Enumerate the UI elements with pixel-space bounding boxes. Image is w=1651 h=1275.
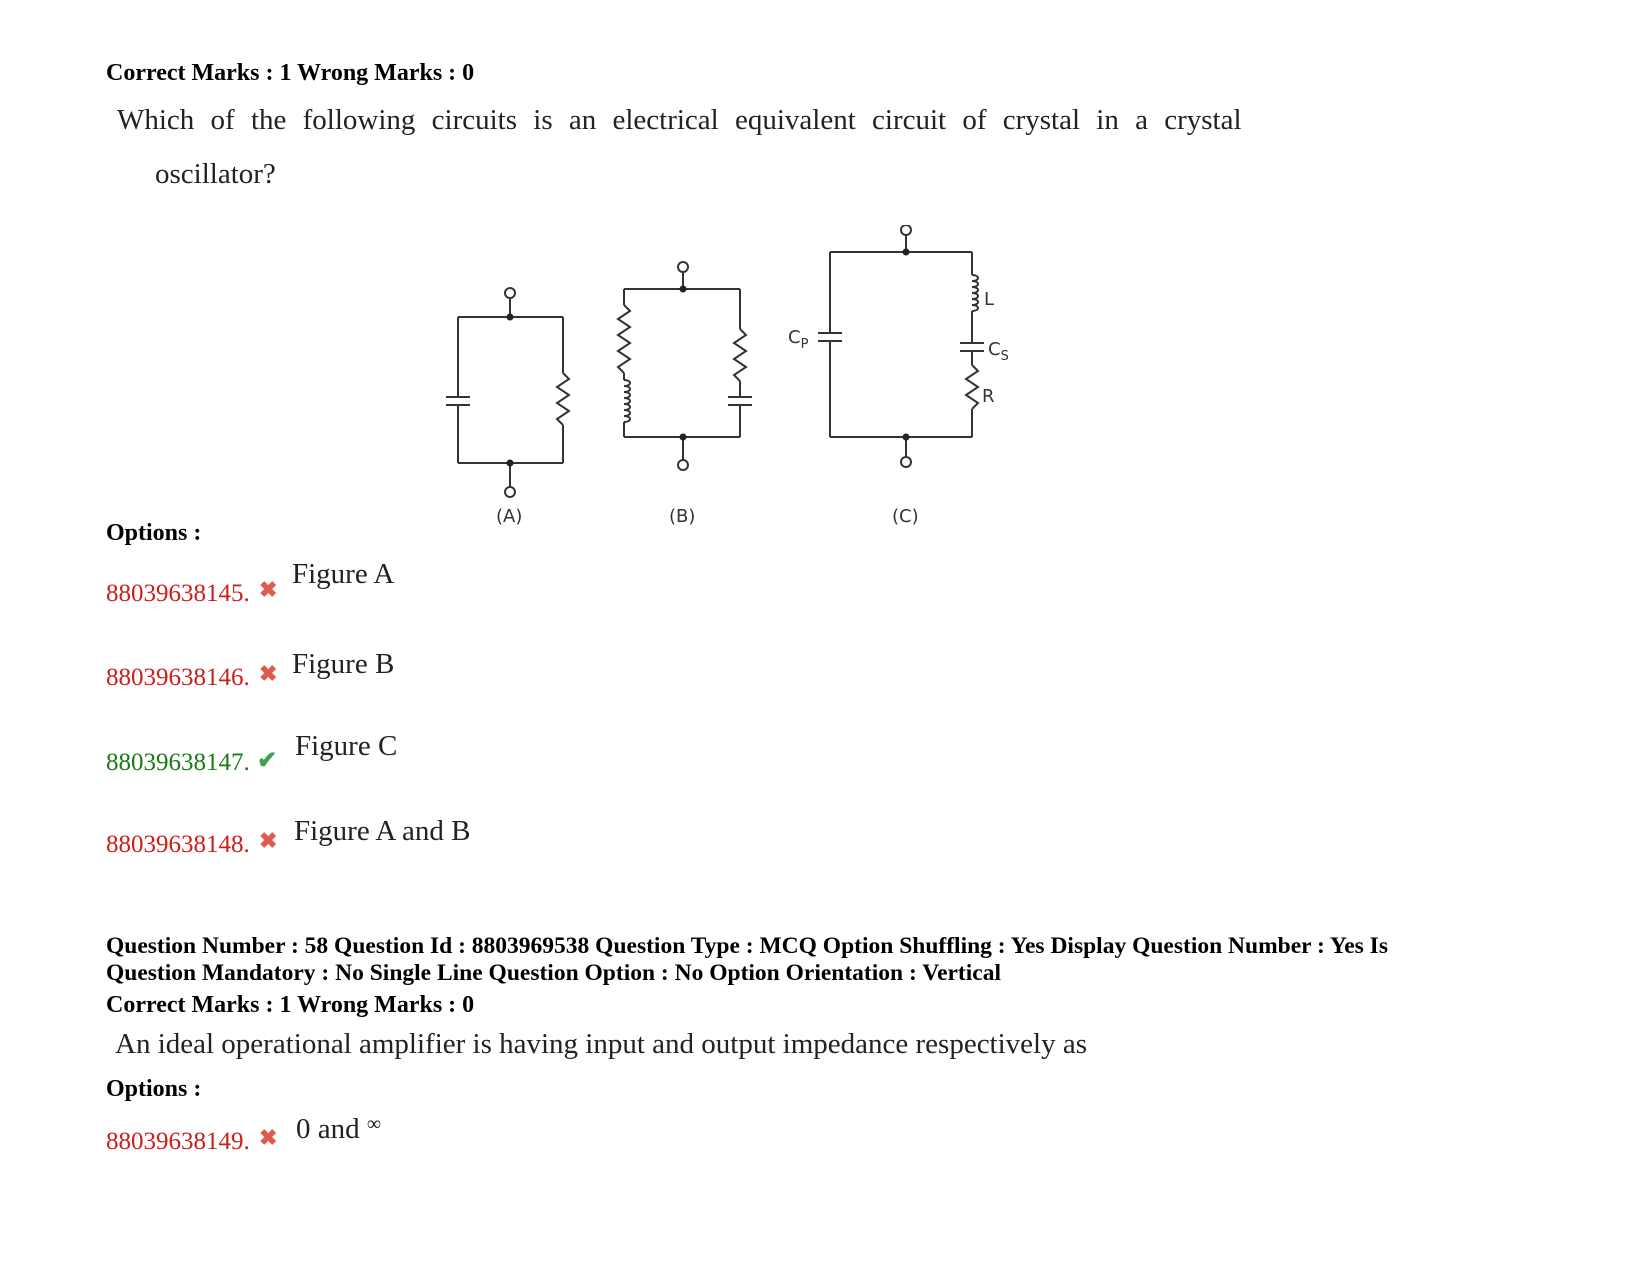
option-id: 88039638148.: [106, 831, 250, 858]
marks-line: Correct Marks : 1 Wrong Marks : 0: [106, 60, 475, 86]
circuit-diagram: [420, 225, 1020, 535]
label-cp: $C_P$: [788, 327, 809, 352]
check-icon: ✔: [257, 748, 278, 774]
infinity-symbol: ∞: [366, 1113, 382, 1135]
label-a: (A): [496, 506, 523, 527]
label-r: R: [982, 386, 995, 407]
option-text: Figure B: [292, 648, 395, 680]
option-text: Figure A: [292, 558, 395, 590]
cross-icon: ✖: [259, 1125, 278, 1150]
label-l: L: [984, 289, 995, 310]
cross-icon: ✖: [259, 577, 278, 602]
options-label: Options :: [106, 520, 202, 546]
marks-line: Correct Marks : 1 Wrong Marks : 0: [106, 992, 475, 1018]
question-text-line1: Which of the following circuits is an electrical equivalent circuit of crystal in a crystal: [117, 104, 1242, 136]
options-label: Options :: [106, 1076, 202, 1102]
circuit-c: [818, 225, 984, 467]
cross-icon: ✖: [259, 828, 278, 853]
question-meta-line1: Question Number : 58 Question Id : 8803969538 Question Type : MCQ Option Shuffling : Yes Display Question Number : Yes Is: [106, 933, 1388, 959]
option-id: 88039638146.: [106, 664, 250, 691]
label-cs: $C_S$: [988, 339, 1009, 364]
option-text: 0 and ∞: [296, 1113, 382, 1145]
option-text: Figure C: [295, 730, 398, 762]
question-text-line2: oscillator?: [155, 158, 276, 190]
label-b: (B): [669, 506, 696, 527]
option-id: 88039638149.: [106, 1128, 250, 1155]
option-text: Figure A and B: [294, 815, 471, 847]
option-id: 88039638147.: [106, 749, 250, 776]
option-id: 88039638145.: [106, 580, 250, 607]
label-c: (C): [892, 506, 919, 527]
question-meta-line2: Question Mandatory : No Single Line Question Option : No Option Orientation : Vertical: [106, 960, 1001, 986]
question-text: An ideal operational amplifier is having input and output impedance respectively as: [115, 1028, 1088, 1060]
cross-icon: ✖: [259, 661, 278, 686]
